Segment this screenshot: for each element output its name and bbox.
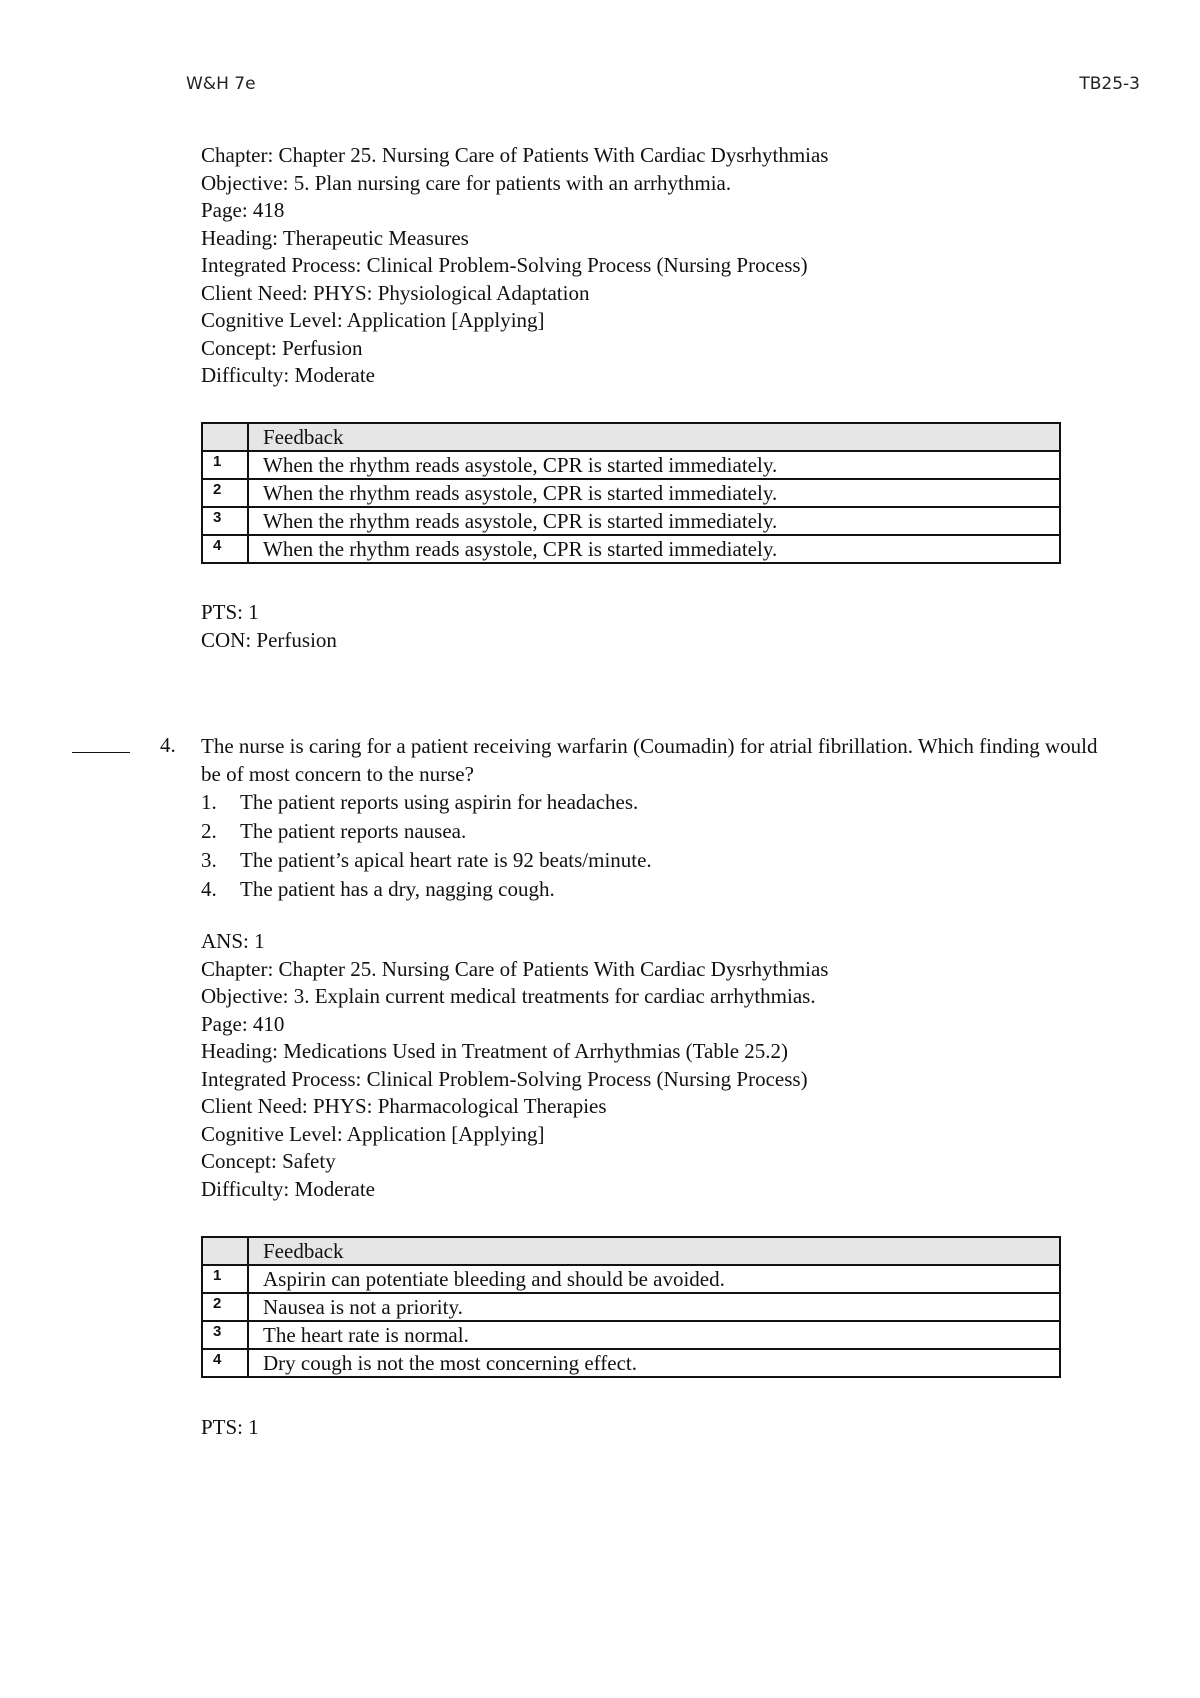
answer-key-line: ANS: 1 [201,929,265,953]
feedback-row-text: The heart rate is normal. [248,1321,1060,1349]
points-line: PTS: 1 [201,1415,259,1439]
option-number: 3. [201,848,217,872]
objective-line: Objective: 3. Explain current medical treatments for cardiac arrhythmias. [201,984,816,1008]
heading-line: Heading: Therapeutic Measures [201,225,469,250]
cognitive-level-line: Cognitive Level: Application [Applying] [201,1121,545,1146]
feedback-row-text: Nausea is not a priority. [248,1293,1060,1321]
feedback-header-num-cell [202,423,248,451]
option-number: 1. [201,790,217,814]
feedback-row-number: 4 [202,535,248,563]
concept-line: Concept: Perfusion [201,335,363,360]
feedback-row-number: 4 [202,1349,248,1377]
feedback-row-text: When the rhythm reads asystole, CPR is started immediately. [248,451,1060,479]
feedback-header-cell: Feedback [248,1237,1060,1265]
difficulty-line: Difficulty: Moderate [201,1176,375,1201]
feedback-row-text: Aspirin can potentiate bleeding and should be avoided. [248,1265,1060,1293]
feedback-row [202,535,1060,563]
feedback-row [202,479,1060,507]
question3-scoring [201,599,337,654]
answer-option [201,817,652,846]
feedback-row-text: When the rhythm reads asystole, CPR is started immediately. [248,507,1060,535]
page-line: Page: 418 [201,198,285,222]
concept-line: Concept: Safety [201,1149,336,1173]
feedback-row-number: 3 [202,507,248,535]
feedback-row [202,507,1060,535]
question-stem: The nurse is caring for a patient receiving warfarin (Coumadin) for atrial fibrillation. Which finding would be of most concern to the nurse? [201,734,1098,786]
question4-scoring [201,1414,259,1442]
process-line: Integrated Process: Clinical Problem-Solving Process (Nursing Process) [201,1066,808,1091]
concept-code-line: CON: Perfusion [201,627,337,652]
feedback-row [202,451,1060,479]
points-line: PTS: 1 [201,600,259,624]
answer-options [201,788,652,904]
cognitive-level-line: Cognitive Level: Application [Applying] [201,308,545,332]
feedback-row [202,1293,1060,1321]
page-header [186,74,1140,94]
feedback-header-row [202,423,1060,451]
process-line: Integrated Process: Clinical Problem-Solving Process (Nursing Process) [201,253,808,277]
difficulty-line: Difficulty: Moderate [201,363,375,387]
feedback-row-number: 2 [202,479,248,507]
feedback-row-number: 3 [202,1321,248,1349]
heading-line: Heading: Medications Used in Treatment of Arrhythmias (Table 25.2) [201,1039,789,1063]
answer-option [201,846,652,875]
feedback-table [201,1236,1061,1378]
client-need-line: Client Need: PHYS: Physiological Adaptation [201,280,590,305]
option-text: The patient has a dry, nagging cough. [240,877,555,901]
header-left-label: W&H 7e [186,74,256,94]
option-text: The patient reports nausea. [240,819,467,843]
option-number: 2. [201,819,217,843]
client-need-line: Client Need: PHYS: Pharmacological Therapies [201,1094,607,1118]
page-line: Page: 410 [201,1011,285,1036]
feedback-table [201,422,1061,564]
feedback-header-row [202,1237,1060,1265]
answer-blank[interactable] [72,752,130,753]
feedback-row [202,1265,1060,1293]
chapter-line: Chapter: Chapter 25. Nursing Care of Patients With Cardiac Dysrhythmias [201,143,829,167]
answer-option [201,788,652,817]
feedback-row-text: When the rhythm reads asystole, CPR is started immediately. [248,535,1060,563]
feedback-row-number: 1 [202,451,248,479]
objective-line: Objective: 5. Plan nursing care for patients with an arrhythmia. [201,170,732,195]
question-number: 4. [160,733,176,757]
feedback-header-cell: Feedback [248,423,1060,451]
feedback-header-num-cell [202,1237,248,1265]
answer-option [201,875,652,904]
feedback-row-text: When the rhythm reads asystole, CPR is started immediately. [248,479,1060,507]
question3-metadata [201,142,828,390]
option-text: The patient’s apical heart rate is 92 beats/minute. [240,848,652,872]
option-text: The patient reports using aspirin for headaches. [240,790,639,814]
feedback-row-text: Dry cough is not the most concerning effect. [248,1349,1060,1377]
feedback-row [202,1321,1060,1349]
option-number: 4. [201,877,217,901]
header-right-label: TB25-3 [1079,74,1140,94]
feedback-row [202,1349,1060,1377]
chapter-line: Chapter: Chapter 25. Nursing Care of Patients With Cardiac Dysrhythmias [201,956,829,981]
feedback-row-number: 1 [202,1265,248,1293]
question4-metadata [201,928,828,1203]
feedback-row-number: 2 [202,1293,248,1321]
